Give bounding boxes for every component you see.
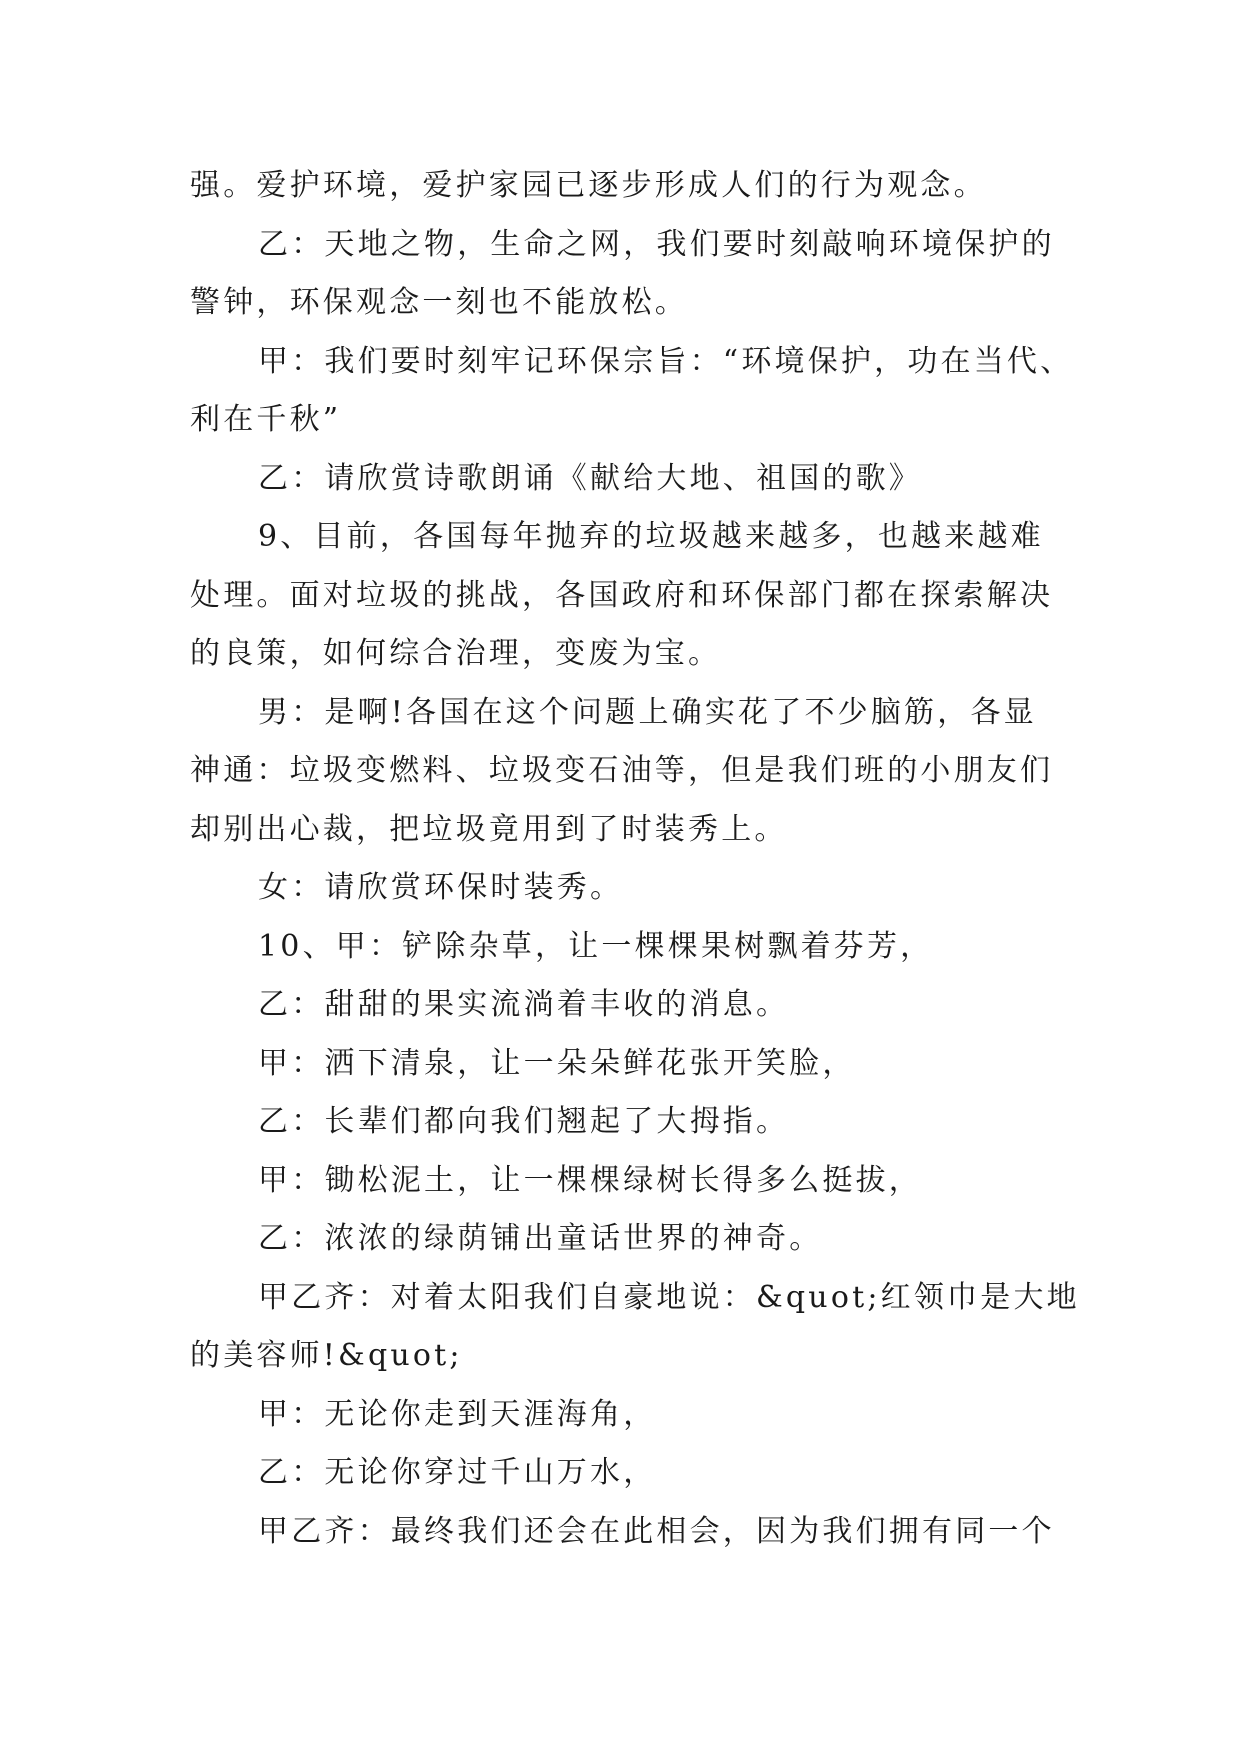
text-line: 警钟，环保观念一刻也不能放松。 bbox=[190, 285, 688, 320]
text-line: 乙：无论你穿过千山万水， bbox=[258, 1455, 657, 1490]
text-line: 处理。面对垃圾的挑战，各国政府和环保部门都在探索解决 bbox=[190, 577, 1054, 613]
text-line: 甲：锄松泥土，让一棵棵绿树长得多么挺拔， bbox=[258, 1162, 922, 1198]
text-line: 利在千秋” bbox=[190, 402, 342, 437]
text-line: 强。爱护环境，爱护家园已逐步形成人们的行为观念。 bbox=[190, 168, 987, 203]
text-line: 却别出心裁，把垃圾竟用到了时装秀上。 bbox=[190, 811, 788, 847]
text-line: 乙：甜甜的果实流淌着丰收的消息。 bbox=[258, 987, 790, 1022]
text-line: 甲乙齐：对着太阳我们自豪地说：&quot;红领巾是大地 bbox=[258, 1279, 1080, 1315]
text-line: 女：请欣赏环保时装秀。 bbox=[258, 870, 624, 905]
document-body bbox=[190, 157, 1080, 1561]
text-line: 甲：我们要时刻牢记环保宗旨：“环境保护，功在当代、 bbox=[258, 343, 1074, 379]
text-line: 乙：天地之物，生命之网，我们要时刻敲响环境保护的 bbox=[258, 226, 1055, 262]
text-line: 神通：垃圾变燃料、垃圾变石油等，但是我们班的小朋友们 bbox=[190, 753, 1054, 788]
text-line: 10、甲：铲除杂草，让一棵棵果树飘着芬芳， bbox=[258, 928, 934, 964]
text-line: 的美容师!&quot; bbox=[190, 1338, 463, 1373]
text-line: 甲：洒下清泉，让一朵朵鲜花张开笑脸， bbox=[258, 1045, 856, 1081]
text-line: 乙：请欣赏诗歌朗诵《献给大地、祖国的歌》 bbox=[258, 460, 922, 496]
text-line: 乙：浓浓的绿荫铺出童话世界的神奇。 bbox=[258, 1221, 823, 1256]
text-line: 乙：长辈们都向我们翘起了大拇指。 bbox=[258, 1104, 790, 1139]
text-line: 男：是啊!各国在这个问题上确实花了不少脑筋，各显 bbox=[258, 694, 1037, 730]
text-line: 的良策，如何综合治理，变废为宝。 bbox=[190, 636, 722, 671]
text-line: 甲：无论你走到天涯海角， bbox=[258, 1396, 657, 1432]
text-line: 9、目前，各国每年抛弃的垃圾越来越多，也越来越难 bbox=[258, 519, 1044, 554]
text-line: 甲乙齐：最终我们还会在此相会，因为我们拥有同一个 bbox=[258, 1513, 1055, 1549]
